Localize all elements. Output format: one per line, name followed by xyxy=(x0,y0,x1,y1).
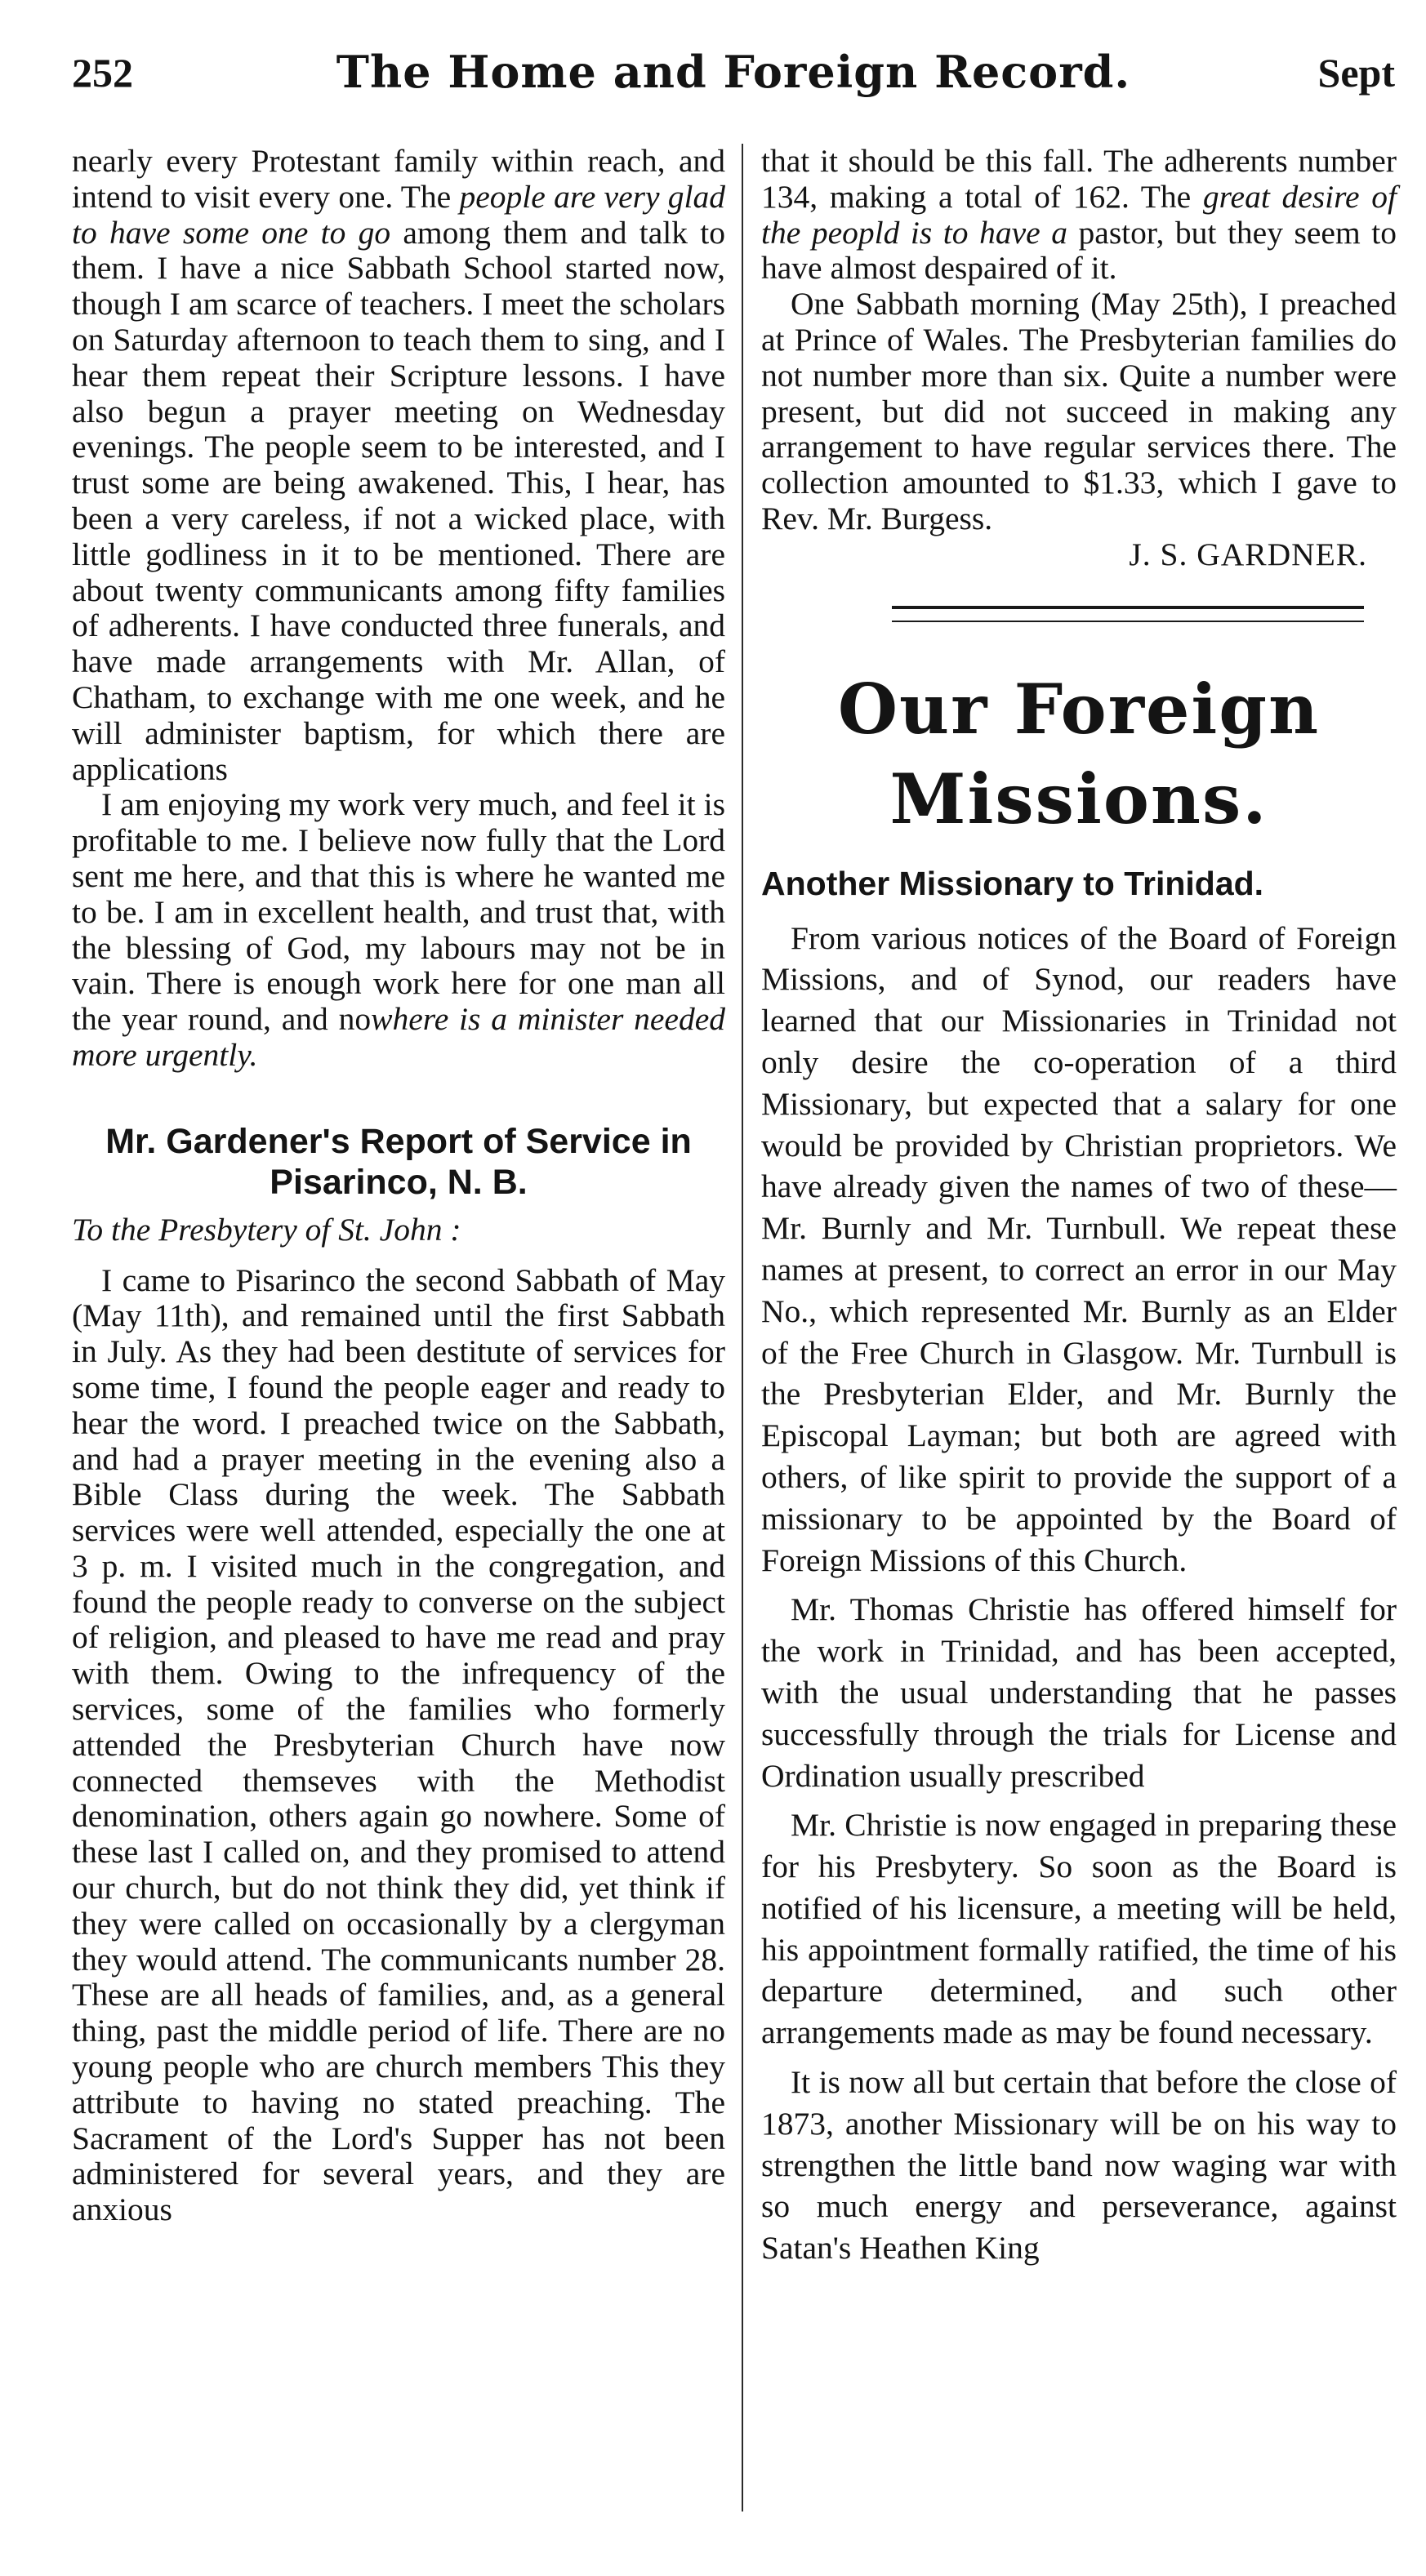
section-title: Our Foreign Missions. xyxy=(837,668,1321,839)
paragraph-continued: that it should be this fall. The adherents number 134, making a total of 162. The great desire of the peopld is to have a pastor, but they seem to have almost despaired of it. xyxy=(761,143,1397,287)
page-number: 252 xyxy=(72,50,133,96)
left-column xyxy=(72,144,725,2228)
paragraph-continued: nearly every Protestant family within reach, and intend to visit every one. The people are very glad to have some one to go among them and talk to them. I have a nice Sabbath School started now, though I am scarce of teachers. I meet the scholars on Saturday afternoon to teach them to sing, and I hear them repeat their Scripture lessons. I have also begun a prayer meeting on Wednesday evenings. The people seem to be interested, and I trust some are being awakened. This, I hear, has been a very careless, if not a wicked place, with little godliness in it to be mentioned. There are about twenty communicants among fifty families of adherents. I have conducted three funerals, and have made arrangements with Mr. Allan, of Chatham, to exchange with me one week, and he will administer baptism, for which there are applications xyxy=(72,143,726,787)
paragraph: I came to Pisarinco the second Sabbath of May (May 11th), and remained until the first Sabbath in July. As they had been destitute of services for some time, I found the people eager and ready to hear the word. I preached twice on the Sabbath, and had a prayer meeting in the evening also a Bible Class during the week. The Sabbath services were well attended, especially the one at 3 p. m. I visited much in the congregation, and found the people ready to converse on the subject of religion, and pleased to have me read and pray with them. Owing to the infrequency of the services, some of the families who formerly attended the Presbyterian Church have now connected themseves with the Methodist denomination, others again go nowhere. Some of these last I called on, and they promised to attend our church, but do not think they did, yet think if they were called on occasionally by a clergyman they would attend. The communicants number 28. These are all heads of families, and, as a general thing, past the middle period of life. There are no young people who are church members This they attribute to having no stated preaching. The Sacrament of the Lord's Supper has not been administered for several years, and they are anxious xyxy=(72,1261,725,2228)
signature: J. S. GARDNER. xyxy=(1129,536,1367,572)
paragraph: Mr. Christie is now engaged in preparing these for his Presbytery. So soon as the Board is notified of his licensure, a meeting will be held, his appointment formally ratified, the time of his departure determined, and such other arrangements made as may be found necessary. xyxy=(761,1807,1397,2051)
running-date: Sept xyxy=(1317,50,1395,96)
running-title: The Home and Foreign Record. xyxy=(336,46,1131,98)
article-body xyxy=(761,918,1397,2270)
paragraph: I am enjoying my work very much, and feel it is profitable to me. I believe now fully that the Lord sent me here, and that this is where he wanted me to be. I am in excellent health, and trust that, with the blessing of God, my labours may not be in vain. There is enough work here for one man all the year round, and nowhere is a minister needed more urgently. xyxy=(72,786,725,1073)
page-header xyxy=(72,46,1395,119)
report-addressee: To the Presbytery of St. John : xyxy=(72,1211,461,1248)
right-column xyxy=(761,144,1397,2269)
paragraph: Mr. Thomas Christie has offered himself for the work in Trinidad, and has been accepted, with the usual understanding that he passes successfully through the trials for License and Ordination usually prescribed xyxy=(761,1591,1397,1794)
report-heading: Mr. Gardener's Report of Service in Pisarinco, N. B. xyxy=(105,1121,692,1202)
paragraph: It is now all but certain that before the close of 1873, another Missionary will be on his way to strengthen the little band now waging war with so much energy and perseverance, against Satan's Heathen King xyxy=(761,2064,1397,2267)
paragraph: From various notices of the Board of Foreign Missions, and of Synod, our readers have learned that our Missionaries in Trinidad not only desire the co-operation of a third Missionary, but expected that a salary for one would be provided by Christian proprietors. We have already given the names of two of these—Mr. Burnly and Mr. Turnbull. We repeat these names at present, to correct an error in our May No., which represented Mr. Burnly as an Elder of the Free Church in Glasgow. Mr. Turnbull is the Presbyterian Elder, and Mr. Burnly the Episcopal Layman; but both are agreed with others, of like spirit to provide the support of a missionary to be appointed by the Board of Foreign Missions of this Church. xyxy=(761,919,1397,1578)
article-title: Another Missionary to Trinidad. xyxy=(761,864,1264,902)
column-divider xyxy=(742,144,743,2511)
paragraph: One Sabbath morning (May 25th), I preached at Prince of Wales. The Presbyterian families do not number more than six. Quite a number were present, but did not succeed in making any arrangement to have regular services there. The collection amounted to $1.33, which I gave to Rev. Mr. Burgess. xyxy=(761,286,1397,536)
section-divider-rule xyxy=(892,606,1364,622)
